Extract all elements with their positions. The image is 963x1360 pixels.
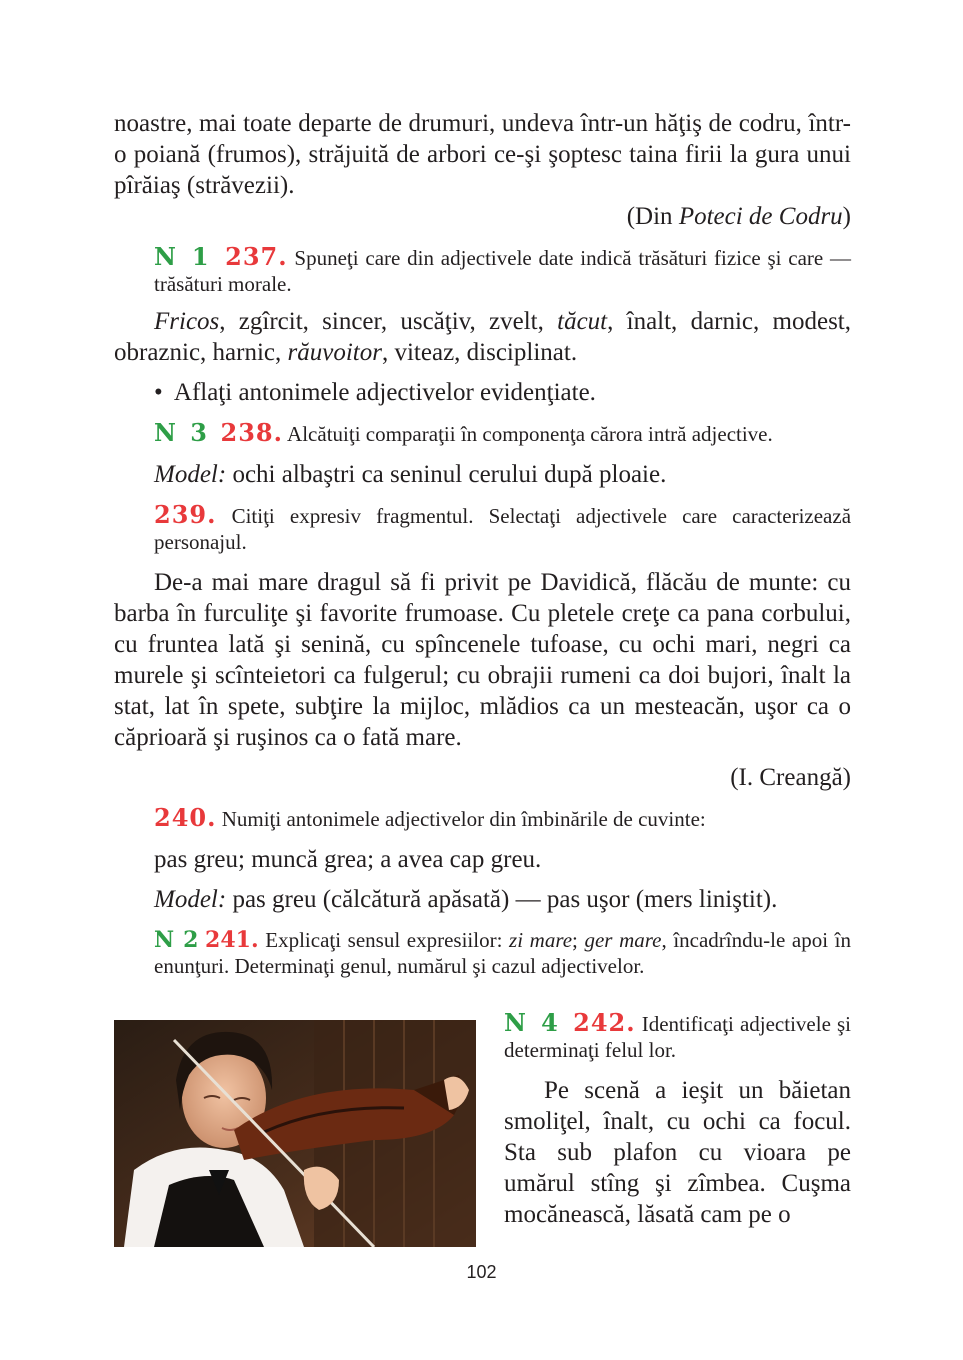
- exercise-240-model: Model: pas greu (călcătură apăsată) — pas uşor (mers liniştit).: [154, 886, 778, 913]
- exercise-number: 238.: [220, 418, 283, 447]
- exercise-number: 241.: [205, 927, 259, 953]
- page-number: 102: [466, 1262, 497, 1282]
- exercise-instruction: Citiţi expresiv fragmentul. Selectaţi adjectivele care caracterizează personajul.: [154, 504, 852, 554]
- exercise-239-source: (I. Creangă): [730, 764, 851, 791]
- exercise-number: 242.: [573, 1008, 636, 1037]
- exercise-number: 240.: [154, 803, 217, 832]
- exercise-238-model: Model: ochi albaştri ca seninul cerului după ploaie.: [154, 461, 667, 488]
- exercise-instruction: Numiţi antonimele adjectivelor din îmbinările de cuvinte:: [221, 807, 706, 831]
- exercise-240-phrases: pas greu; muncă grea; a avea cap greu.: [154, 846, 542, 873]
- exercise-238: [114, 420, 851, 447]
- exercise-242: [504, 1010, 851, 1230]
- exercise-237-words: Fricos, zgîrcit, sincer, uscăţiv, zvelt, tăcut, înalt, darnic, modest, obraznic, harnic, răuvoitor, viteaz, disciplinat.: [114, 308, 851, 366]
- page-content: [114, 108, 851, 979]
- level-mark: N 4: [504, 1008, 561, 1037]
- exercise-241: N 2 241. Explicaţi sensul expresiilor: zi mare; ger mare, încadrîndu-le apoi în enunţuri. Determinaţi genul, numărul şi cazul adjectivelor.: [154, 927, 851, 978]
- exercise-242-heading: [504, 1010, 851, 1063]
- level-mark: N 1: [154, 242, 212, 271]
- boy-with-violin-image: [114, 1020, 476, 1247]
- exercise-instruction: Spuneţi care din adjectivele date indică trăsături fizice şi care — trăsături morale.: [154, 246, 852, 296]
- intro-source: (Din Poteci de Codru): [626, 203, 851, 230]
- exercise-number: 239.: [154, 500, 217, 529]
- violinist-photo: [114, 1020, 476, 1247]
- exercise-instruction: Identificaţi adjectivele şi determinaţi felul lor.: [504, 1012, 852, 1062]
- exercise-237-task: • Aflaţi antonimele adjectivelor evidenţiate.: [154, 379, 596, 406]
- exercise-237: [114, 244, 851, 297]
- exercise-240: [114, 805, 851, 832]
- level-mark: N 3: [154, 418, 210, 447]
- level-mark: N 2: [154, 927, 199, 953]
- exercise-239-text: De-a mai mare dragul să fi privit pe Davidică, flăcău de munte: cu barba în furculiţe şi favorite frumoase. Cu pletele creţe ca pana corbului, cu fruntea lată şi senină, cu spîncenele tufoase, cu ochi mari, negri ca murele şi scînteietori ca fulgerul; cu obrajii rumeni ca doi bujori, înalt la stat, lat în spete, subţire la mijloc, mlădios ca un mesteacăn, uşor ca o căprioară şi ruşinos ca o fată mare.: [114, 569, 851, 751]
- intro-paragraph: noastre, mai toate departe de drumuri, undeva într-un hăţiş de codru, într-o poiană (frumos), străjuită de arbori ce-şi şoptesc taina firii la gura unui pîrăiaş (străvezii).: [114, 110, 851, 199]
- exercise-number: 237.: [225, 242, 288, 271]
- exercise-239: [114, 502, 851, 555]
- exercise-instruction: Alcătuiţi comparaţii în componenţa cărora intră adjective.: [287, 422, 773, 446]
- exercise-242-text: Pe scenă a ieşit un băietan smoliţel, înalt, cu ochi ca focul. Sta sub plafon cu vioara pe umărul stîng şi zîmbea. Cuşma mocănească, lăsată cam pe o: [504, 1077, 851, 1228]
